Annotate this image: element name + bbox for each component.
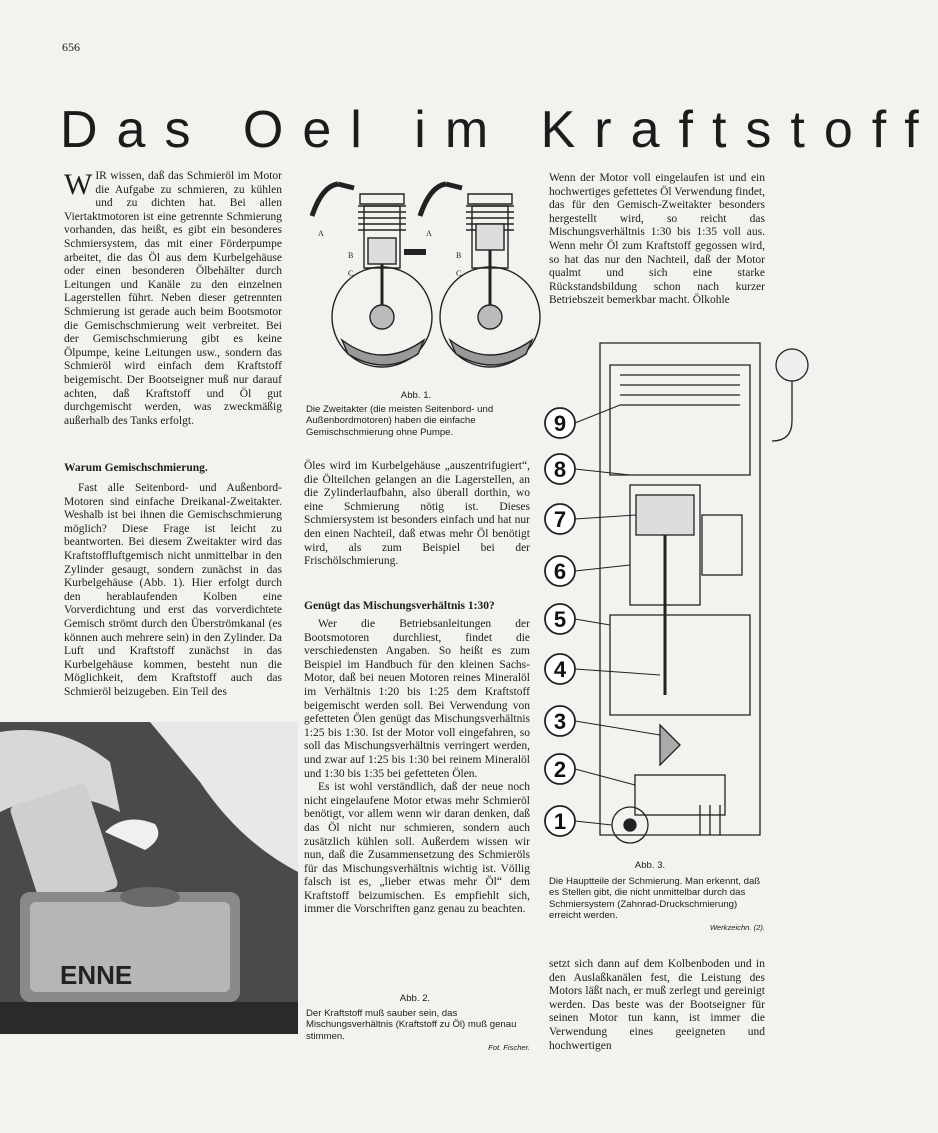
figure-1-caption: Die Zweitakter (die meisten Seitenbord- und Außenbordmotoren) haben die einfache Gemischschmierung ohne Pumpe. <box>306 404 494 438</box>
figure-3-caption-text: Die Hauptteile der Schmierung. Man erkennt, daß es Stellen gibt, die nicht unmittelbar durch das Schmiersystem (Zahnrad-Druckschmierung) erreicht werden. <box>549 876 761 922</box>
paragraph-betriebsanleitungen: Wer die Betriebsanleitungen der Bootsmotoren durchliest, findet die verschiedensten Angaben. So heißt es zum Beispiel im Handbuch für den kleinen Sachs-Motor, daß bei neuen Motoren reines Mineralöl im Verhältnis 1:20 bis 1:25 dem Kraftstoff beigemischt werden soll. Bei Verwendung von gefetteten Ölen genügt das Mischungsverhältnis 1:25 bis 1:30. Ist der Motor voll eingefahren, so soll das Mischungsverhältnis verringert werden, und zwar auf 1:25 bis 1:30 bei reinem Mineralöl und 1:30 bis 1:35 bei gefetteten Ölen. <box>304 618 530 780</box>
figure-2-photo <box>0 722 298 1034</box>
right-text-bottom: setzt sich dann auf dem Kolbenboden und in den Auslaßkanälen fest, die Leistung des Motors läßt nach, er muß zerlegt und gereinigt werden. Das beste was der Bootseigner für seinen Motor tun kann, ist immer die Verwendung eines geeigneten und hochwertigen <box>549 958 765 1052</box>
figure-3-lubrication-drawing <box>540 335 799 850</box>
two-stroke-engines-illustration <box>300 172 532 380</box>
svg-text:4: 4 <box>553 657 567 682</box>
figure-3-credit: Werkzeichn. (2). <box>709 922 765 932</box>
right-text-top: Wenn der Motor voll eingelaufen ist und ein hochwertiges gefettetes Öl Verwendung findet, das für den Gemisch-Zweitakter besonders hergestellt wird, so reicht das Mischungsverhältnis 1:30 bis 1:35 voll aus. Wenn mehr Öl zum Kraftstoff gegossen wird, so hat das nur den Nachteil, daß der Motor qualmt und sich eine starke Rückstandsbildung schon nach kurzer Betriebszeit bemerkbar macht. Ölkohle <box>549 172 765 307</box>
figure-1-label-c: C <box>348 269 354 278</box>
svg-text:6: 6 <box>553 559 567 584</box>
figure-1-label-b: B <box>348 251 354 260</box>
intro-paragraph <box>64 170 282 428</box>
figure-1-engine-drawing <box>300 172 532 380</box>
figure-2-caption-text: Der Kraftstoff muß sauber sein, das Mischungsverhältnis (Kraftstoff zu Öl) muß genau stimmen. <box>306 1008 517 1042</box>
svg-text:1: 1 <box>553 809 567 834</box>
callout-6 <box>545 556 575 586</box>
section-text-gemischschmierung: Fast alle Seitenbord- und Außenbord-Motoren sind einfache Dreikanal-Zweitakter. Weshalb ist bei ihnen die Gemischschmierung möglich? Diese Frage ist leicht zu beantworten. Bei diesem Zweitakter wird das Kraftstoffluftgemisch nicht unmittelbar in den Zylinder gesaugt, sondern zunächst in das Kurbelgehäuse (Abb. 1). Hier erfolgt durch den herablaufenden Kolben eine Vorverdichtung und erst das vorverdichtete Gemisch strömt durch den Überströmkanal (es können auch mehrere sein) in den Zylinder. Da Luft und Kraftstoff zunächst in das Kurbelgehäuse kommen, besteht nun die Möglichkeit, dem Kraftstoff auch das Schmieröl beizugeben. Ein Teil des <box>64 482 282 698</box>
callout-3 <box>545 706 575 736</box>
figure-1-label-a: A <box>318 229 324 238</box>
figure-1-label: Abb. 1. <box>400 390 432 401</box>
svg-text:3: 3 <box>553 709 567 734</box>
callout-2 <box>545 754 575 784</box>
callout-9 <box>545 408 575 438</box>
svg-text:B: B <box>456 251 462 260</box>
middle-text-top: Öles wird im Kurbelgehäuse „auszentrifugiert“, die Ölteilchen gelangen an die Lagerstellen, an die Zylinderlaufbahn, also überall dorthin, wo eine Schmierung nötig ist. Dieses Schmiersystem ist besonders einfach und hat nur den einen Nachteil, daß etwas mehr Öl benötigt wird, als zum Beispiel bei der Frischölschmierung. <box>304 460 530 568</box>
section-heading-gemischschmierung: Warum Gemischschmierung. <box>64 462 208 474</box>
intro-text: IR wissen, daß das Schmieröl im Motor die Aufgabe zu schmieren, zu kühlen und zu dichten hat. Bei allen Viertaktmotoren ist eine getrennte Schmierung vorhanden, das heißt, es gibt ein besonderes Schmiersystem, das mit einer Förderpumpe arbeitet, die das Öl aus dem Kurbelgehäuse oder einen besonderen Ölbehälter durch Leitungen und Kanäle zu den einzelnen Lagerstellen führt. Neben dieser getrennten Schmierung ist gerade auch beim Bootsmotor die Gemischschmierung weit verbreitet. Bei der Gemischschmierung gibt es keine Ölpumpe, keine Leitungen usw., sondern das Schmieröl wird einfach dem Kraftstoff beigemischt. Der Bootseigner muß nur darauf achten, daß Kraftstoff und Öl gut durchgemischt werden, was zweckmäßig außerhalb des Tanks erfolgt. <box>64 170 282 427</box>
drop-cap: W <box>64 168 93 201</box>
figure-3-label: Abb. 3. <box>634 860 666 871</box>
figure-3-caption <box>549 876 765 933</box>
svg-text:A: A <box>426 229 432 238</box>
callout-4 <box>545 654 575 684</box>
callout-8 <box>545 454 575 484</box>
svg-text:C: C <box>456 269 462 278</box>
article-title: Das Oel im Kraftstoff <box>60 101 938 159</box>
svg-text:5: 5 <box>553 607 567 632</box>
svg-text:7: 7 <box>553 507 567 532</box>
paragraph-verstaendlich: Es ist wohl verständlich, daß der neue noch nicht eingelaufene Motor etwas mehr Schmieröl benötigt, vor allem wenn wir daran denken, daß das Öl nicht nur schmieren, sondern auch zusätzlich kühlen soll. Außerdem wissen wir nun, daß die Zusammensetzung des Schmieröls für das Mischungsverhältnis wichtig ist. Völlig falsch ist es, „lieber etwas mehr Öl“ dem Kraftstoff beizumischen. Es empfiehlt sich, immer die Vorschriften ganz genau zu beachten. <box>304 781 530 916</box>
svg-text:2: 2 <box>553 757 567 782</box>
callout-1 <box>545 806 575 836</box>
page-number: 656 <box>62 40 80 54</box>
callout-7 <box>545 504 575 534</box>
fuel-can-photo-illustration <box>0 722 298 1034</box>
callout-5 <box>545 604 575 634</box>
svg-text:8: 8 <box>553 457 567 482</box>
can-brand-text: ENNE <box>60 960 133 990</box>
figure-2-label: Abb. 2. <box>399 993 431 1004</box>
svg-text:9: 9 <box>553 411 567 436</box>
lubrication-system-illustration <box>540 335 799 850</box>
section-heading-mischungsverhaeltnis: Genügt das Mischungsverhältnis 1:30? <box>304 600 495 612</box>
figure-2-credit: Fot. Fischer. <box>488 1043 530 1053</box>
section-text-mischungsverhaeltnis <box>304 618 530 917</box>
figure-2-caption <box>306 1008 530 1054</box>
